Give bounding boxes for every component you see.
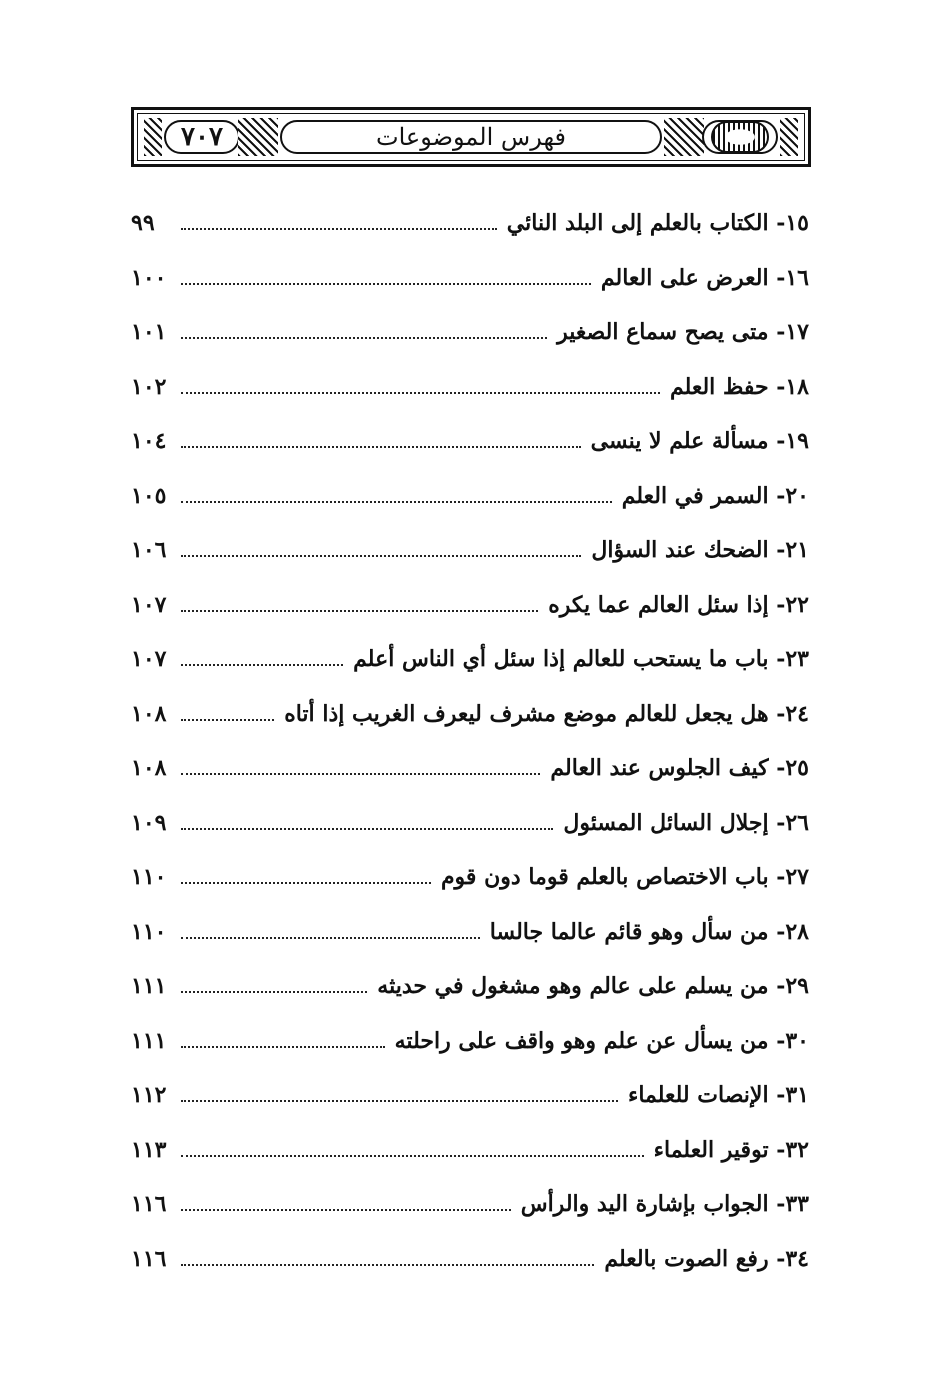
toc-entry-title: ٣٠- من يسأل عن علم وهو واقف على راحلته <box>394 1027 809 1054</box>
toc-entry-title: ٢٨- من سأل وهو قائم عالما جالسا <box>489 918 809 945</box>
dot-leader <box>181 1155 644 1157</box>
toc-entry-page: ١٠٨ <box>131 755 167 782</box>
toc-entry-title: ٢٩- من يسلم على عالم وهو مشغول في حديثه <box>377 973 809 1000</box>
toc-entry <box>131 850 809 905</box>
toc-entry <box>131 796 809 851</box>
toc-entry-title: ٣٣- الجواب بإشارة اليد والرأس <box>520 1191 809 1218</box>
running-header <box>131 107 811 167</box>
toc-entry <box>131 578 809 633</box>
toc-entry <box>131 523 809 578</box>
toc-entry-title: ٢٥- كيف الجلوس عند العالم <box>550 755 809 782</box>
toc-entry-title: ٣٢- توقير العلماء <box>653 1136 809 1163</box>
toc-entry-title: ٣٤- رفع الصوت بالعلم <box>604 1245 809 1272</box>
toc-entry-page: ١١١ <box>131 973 167 1000</box>
toc-entry-page: ١١٢ <box>131 1082 167 1109</box>
toc-entry-title: ٣١- الإنصات للعلماء <box>627 1082 809 1109</box>
toc-entry <box>131 1123 809 1178</box>
toc-entry-page: ١٠٧ <box>131 591 167 618</box>
toc-entry-page: ١١٠ <box>131 864 167 891</box>
toc-entry <box>131 632 809 687</box>
ornament-right-inner <box>664 118 704 156</box>
toc-entry-page: ١٠٠ <box>131 264 167 291</box>
toc-entry <box>131 414 809 469</box>
toc-entry-page: ١٠١ <box>131 319 167 346</box>
toc-entry-page: ١١٠ <box>131 918 167 945</box>
toc-entry-title: ١٨- حفظ العلم <box>669 373 809 400</box>
dot-leader <box>181 773 540 775</box>
toc-entry-title: ٢١- الضحك عند السؤال <box>591 537 809 564</box>
dot-leader <box>181 664 343 666</box>
toc-entry <box>131 687 809 742</box>
toc-entry <box>131 1014 809 1069</box>
dot-leader <box>181 991 367 993</box>
section-title: فهرس الموضوعات <box>376 123 566 151</box>
toc-entry-title: ٢٠- السمر في العلم <box>621 482 809 509</box>
dot-leader <box>181 337 547 339</box>
dot-leader <box>181 1100 618 1102</box>
dot-leader <box>181 1264 594 1266</box>
header-frame <box>137 113 805 161</box>
toc-entry-title: ١٥- الكتاب بالعلم إلى البلد النائي <box>506 210 809 237</box>
toc-entry-page: ١٠٦ <box>131 537 167 564</box>
toc-entry <box>131 1177 809 1232</box>
dot-leader <box>181 610 538 612</box>
toc-entry-title: ٢٧- باب الاختصاص بالعلم قوما دون قوم <box>440 864 809 891</box>
dot-leader <box>181 283 591 285</box>
page-number: ٧٠٧ <box>181 122 223 152</box>
logo-cartouche <box>702 120 778 154</box>
toc-entry-page: ١٠٥ <box>131 482 167 509</box>
toc-entry <box>131 196 809 251</box>
toc-entry <box>131 251 809 306</box>
toc-entry-title: ٢٦- إجلال السائل المسئول <box>563 809 809 836</box>
toc-entry <box>131 905 809 960</box>
toc-entry-title: ١٦- العرض على العالم <box>600 264 809 291</box>
toc-entry-title: ٢٢- إذا سئل العالم عما يكره <box>548 591 809 618</box>
dot-leader <box>181 555 581 557</box>
table-of-contents <box>131 196 809 1286</box>
ornamental-seal-icon <box>711 121 769 153</box>
toc-entry-page: ١٠٢ <box>131 373 167 400</box>
dot-leader <box>181 1209 511 1211</box>
toc-entry <box>131 1068 809 1123</box>
toc-entry-page: ٩٩ <box>131 210 155 237</box>
toc-entry <box>131 305 809 360</box>
toc-entry-page: ١١٦ <box>131 1191 167 1218</box>
toc-entry-page: ١٠٩ <box>131 809 167 836</box>
toc-entry-page: ١٠٧ <box>131 646 167 673</box>
section-title-cartouche <box>280 120 662 154</box>
ornament-right-outer <box>780 118 798 156</box>
dot-leader <box>181 446 581 448</box>
toc-entry-page: ١١٦ <box>131 1245 167 1272</box>
dot-leader <box>181 828 553 830</box>
toc-entry <box>131 741 809 796</box>
ornament-left-inner <box>238 118 278 156</box>
toc-entry-page: ١١١ <box>131 1027 167 1054</box>
toc-entry-page: ١٠٨ <box>131 700 167 727</box>
toc-entry-title: ١٧- متى يصح سماع الصغير <box>557 319 809 346</box>
toc-entry-title: ١٩- مسألة علم لا ينسى <box>590 428 809 455</box>
dot-leader <box>181 937 480 939</box>
dot-leader <box>181 882 431 884</box>
toc-entry <box>131 360 809 415</box>
ornament-left-outer <box>144 118 162 156</box>
toc-entry-page: ١١٣ <box>131 1136 167 1163</box>
page-number-cartouche <box>164 120 240 154</box>
dot-leader <box>181 719 274 721</box>
toc-entry-title: ٢٤- هل يجعل للعالم موضع مشرف ليعرف الغريب إذا أتاه <box>284 700 809 727</box>
toc-entry-title: ٢٣- باب ما يستحب للعالم إذا سئل أي الناس أعلم <box>353 646 809 673</box>
dot-leader <box>181 392 660 394</box>
toc-entry <box>131 469 809 524</box>
toc-entry <box>131 1232 809 1287</box>
dot-leader <box>181 501 612 503</box>
dot-leader <box>181 228 497 230</box>
toc-entry <box>131 959 809 1014</box>
toc-entry-page: ١٠٤ <box>131 428 167 455</box>
dot-leader <box>181 1046 385 1048</box>
